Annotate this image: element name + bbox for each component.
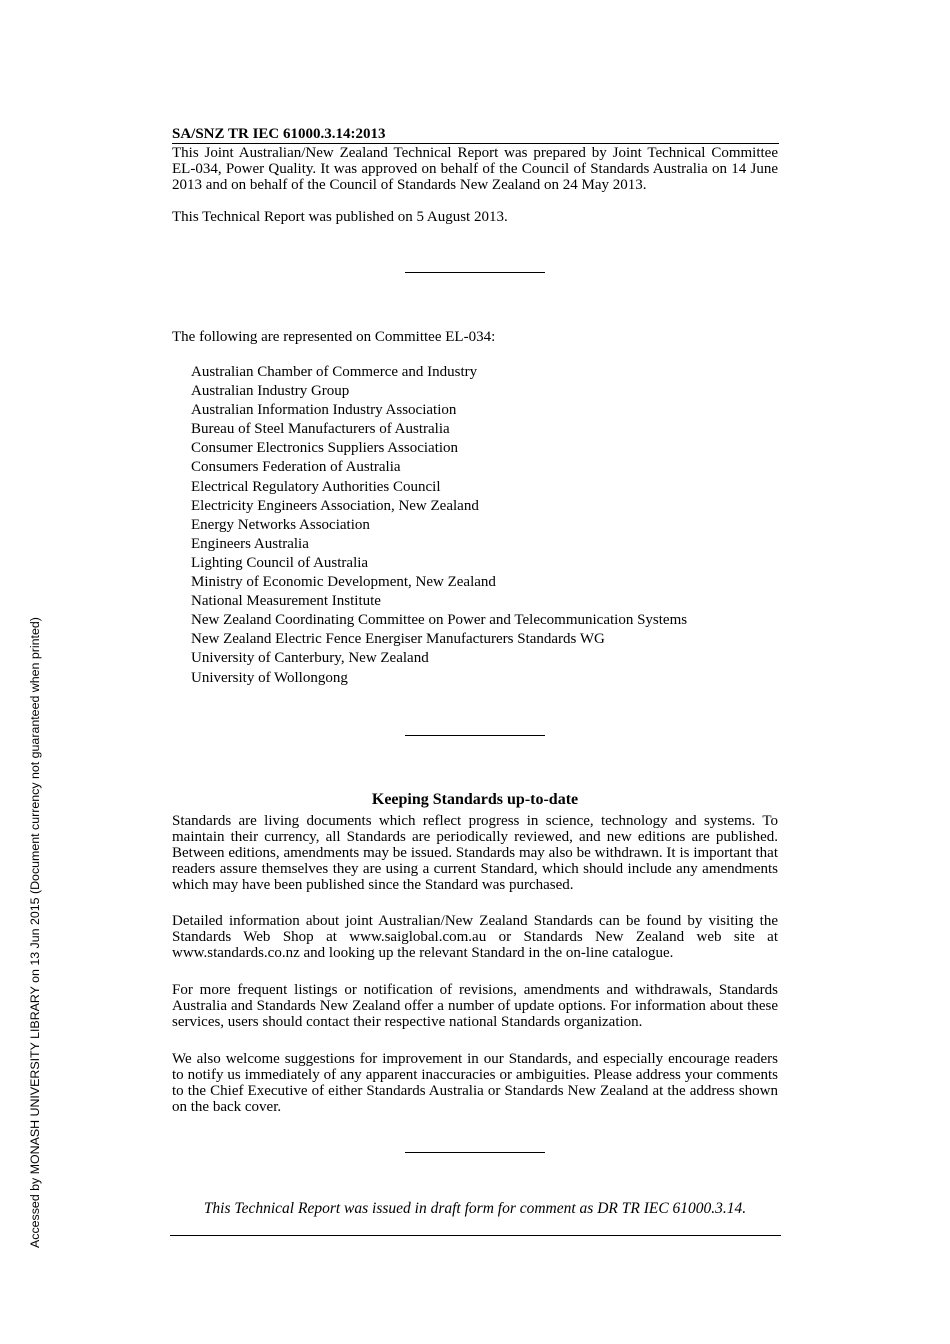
keeping-paragraph-suggestions: We also welcome suggestions for improvement in our Standards, and especially encourage readers to notify us immediately of any apparent inaccuracies or ambiguities. Please address your comments to the Chief Executive of either Standards Australia or Standards New Zealand at the address shown on the back cover. xyxy=(172,1051,778,1115)
keeping-paragraph-update-options: For more frequent listings or notification of revisions, amendments and withdrawals, Standards Australia and Standards New Zealand offer a number of update options. For information about these services, users should contact their respective national Standards organization. xyxy=(172,982,778,1030)
organization-item: National Measurement Institute xyxy=(191,593,381,610)
organization-item: Energy Networks Association xyxy=(191,516,370,533)
publication-date-line: This Technical Report was published on 5 August 2013. xyxy=(172,209,508,225)
organization-item: Consumers Federation of Australia xyxy=(191,459,401,476)
section-divider xyxy=(405,1152,545,1153)
section-divider xyxy=(405,735,545,736)
organization-item: Ministry of Economic Development, New Zealand xyxy=(191,574,496,591)
organization-item: Australian Industry Group xyxy=(191,383,350,400)
organization-item: Engineers Australia xyxy=(191,535,309,552)
organization-item: University of Wollongong xyxy=(191,669,348,686)
keeping-standards-heading: Keeping Standards up-to-date xyxy=(371,791,579,808)
organization-item: Electrical Regulatory Authorities Council xyxy=(191,478,441,495)
organization-item: Bureau of Steel Manufacturers of Australia xyxy=(191,421,450,438)
bottom-rule xyxy=(170,1235,781,1236)
keeping-paragraph-living-documents: Standards are living documents which reflect progress in science, technology and systems. To maintain their currency, all Standards are periodically reviewed, and new editions are published. Between editions, amendments may be issued. Standards may also be withdrawn. It is important that readers assure themselves they are using a current Standard, which should include any amendments which may have been published since the Standard was purchased. xyxy=(172,813,778,893)
keeping-paragraph-web-shop: Detailed information about joint Australian/New Zealand Standards can be found by visiting the Standards Web Shop at www.saiglobal.com.au or Standards New Zealand web site at www.standards.co.nz and looking up the relevant Standard in the on-line catalogue. xyxy=(172,913,778,961)
committee-organization-list xyxy=(191,363,687,688)
standard-id: SA/SNZ TR IEC 61000.3.14:2013 xyxy=(172,126,779,144)
approval-paragraph: This Joint Australian/New Zealand Technical Report was prepared by Joint Technical Committee EL-034, Power Quality. It was approved on behalf of the Council of Standards Australia on 14 June 2013 and on behalf of the Council of Standards New Zealand on 24 May 2013. xyxy=(172,145,778,193)
section-divider xyxy=(405,272,545,273)
access-watermark: Accessed by MONASH UNIVERSITY LIBRARY on 13 Jun 2015 (Document currency not guaranteed when printed) xyxy=(28,617,42,1248)
organization-item: Australian Information Industry Association xyxy=(191,402,457,419)
organization-item: New Zealand Coordinating Committee on Power and Telecommunication Systems xyxy=(191,612,688,629)
organization-item: University of Canterbury, New Zealand xyxy=(191,650,429,667)
organization-item: New Zealand Electric Fence Energiser Manufacturers Standards WG xyxy=(191,631,605,648)
organization-item: Consumer Electronics Suppliers Association xyxy=(191,440,459,457)
organization-item: Lighting Council of Australia xyxy=(191,554,369,571)
organization-item: Australian Chamber of Commerce and Industry xyxy=(191,364,478,380)
committee-intro: The following are represented on Committee EL-034: xyxy=(172,329,496,345)
organization-item: Electricity Engineers Association, New Zealand xyxy=(191,497,479,514)
draft-form-note: This Technical Report was issued in draft form for comment as DR TR IEC 61000.3.14. xyxy=(203,1200,747,1217)
